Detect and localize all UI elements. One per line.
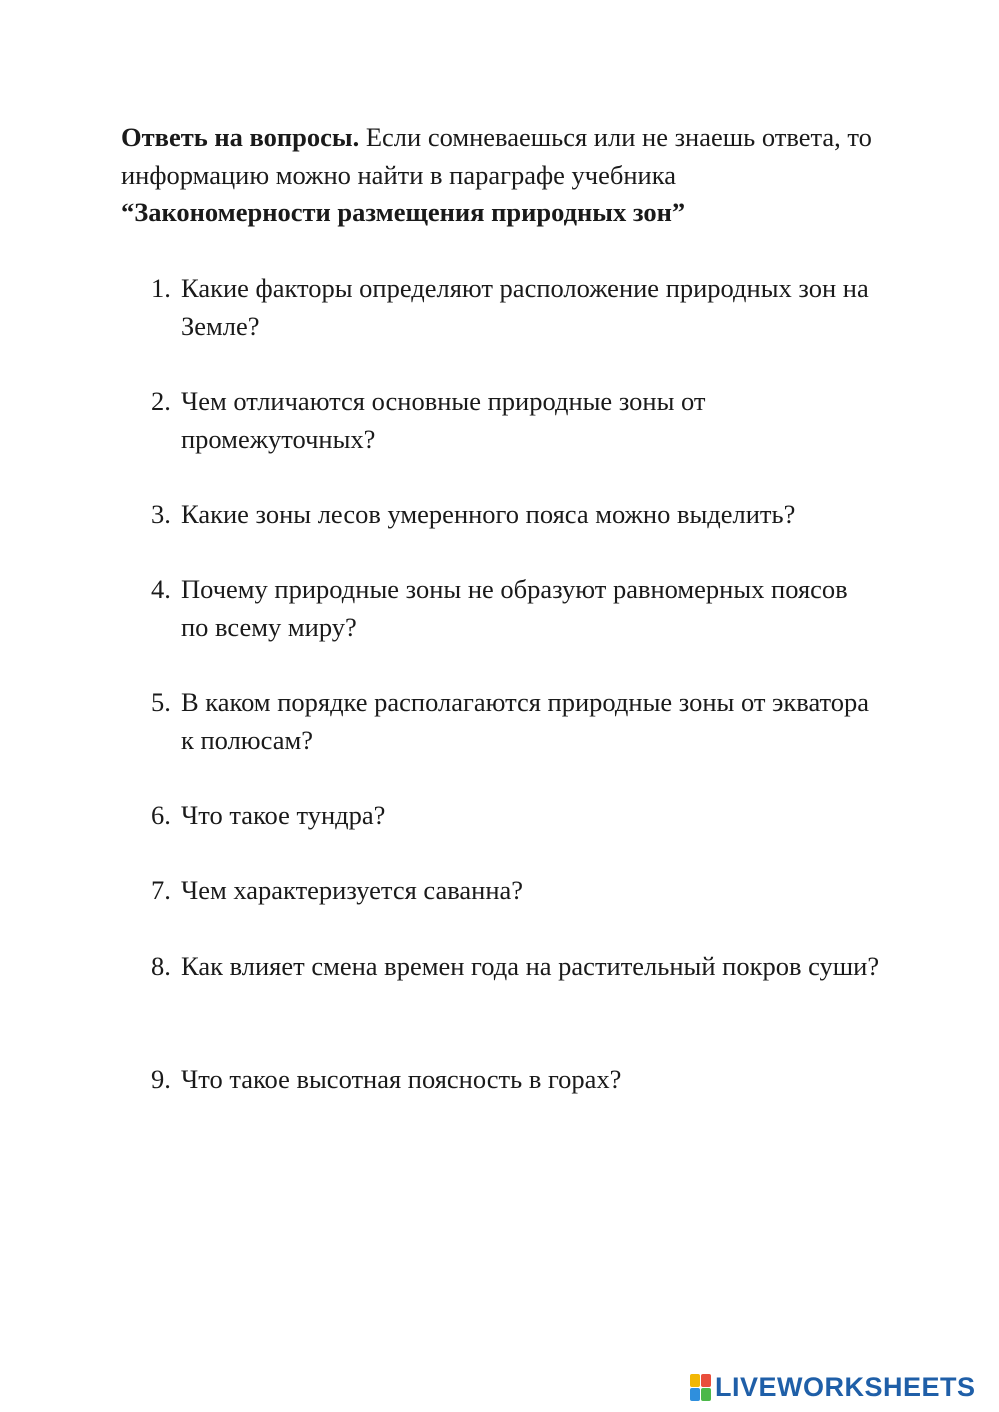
liveworksheets-logo [690, 1372, 976, 1402]
question-item [121, 270, 881, 383]
question-number: 2. [151, 386, 171, 416]
question-item [121, 383, 881, 496]
question-number: 9. [151, 1064, 171, 1094]
question-text: Чем характеризуется саванна? [181, 875, 524, 905]
logo-text: LIVEWORKSHEETS [715, 1371, 976, 1402]
question-number: 1. [151, 273, 171, 303]
textbook-section-title: “Закономерности размещения природных зон” [121, 197, 686, 227]
question-number: 7. [151, 875, 171, 905]
question-text: Что такое тундра? [181, 800, 386, 830]
question-item [121, 1061, 881, 1101]
question-item [121, 948, 881, 1061]
question-list [121, 270, 881, 1101]
question-number: 5. [151, 687, 171, 717]
question-text: Чем отличаются основные природные зоны от промежуточных? [181, 386, 706, 454]
question-item [121, 684, 881, 797]
question-number: 4. [151, 574, 171, 604]
question-number: 8. [151, 951, 171, 981]
logo-mark-tile [701, 1374, 711, 1387]
instructions-text: Если сомневаешься или не знаешь ответа, то информацию можно найти в параграфе учебника [121, 122, 872, 190]
instructions-lead: Ответь на вопросы. [121, 122, 360, 152]
question-item [121, 571, 881, 684]
question-number: 6. [151, 800, 171, 830]
question-item [121, 496, 881, 571]
question-text: Какие зоны лесов умеренного пояса можно выделить? [181, 499, 796, 529]
logo-mark-tile [701, 1388, 711, 1401]
question-text: В каком порядке располагаются природные зоны от экватора к полюсам? [181, 687, 870, 755]
logo-mark-tile [690, 1388, 700, 1401]
question-item [121, 872, 881, 948]
question-text: Почему природные зоны не образуют равномерных поясов по всему миру? [181, 574, 848, 642]
liveworksheets-logo-icon [690, 1374, 711, 1401]
question-text: Как влияет смена времен года на растительный покров суши? [181, 951, 880, 981]
instructions [121, 119, 881, 232]
question-text: Что такое высотная поясность в горах? [181, 1064, 622, 1094]
question-item [121, 797, 881, 872]
question-text: Какие факторы определяют расположение природных зон на Земле? [181, 273, 869, 341]
logo-mark-tile [690, 1374, 700, 1387]
question-number: 3. [151, 499, 171, 529]
